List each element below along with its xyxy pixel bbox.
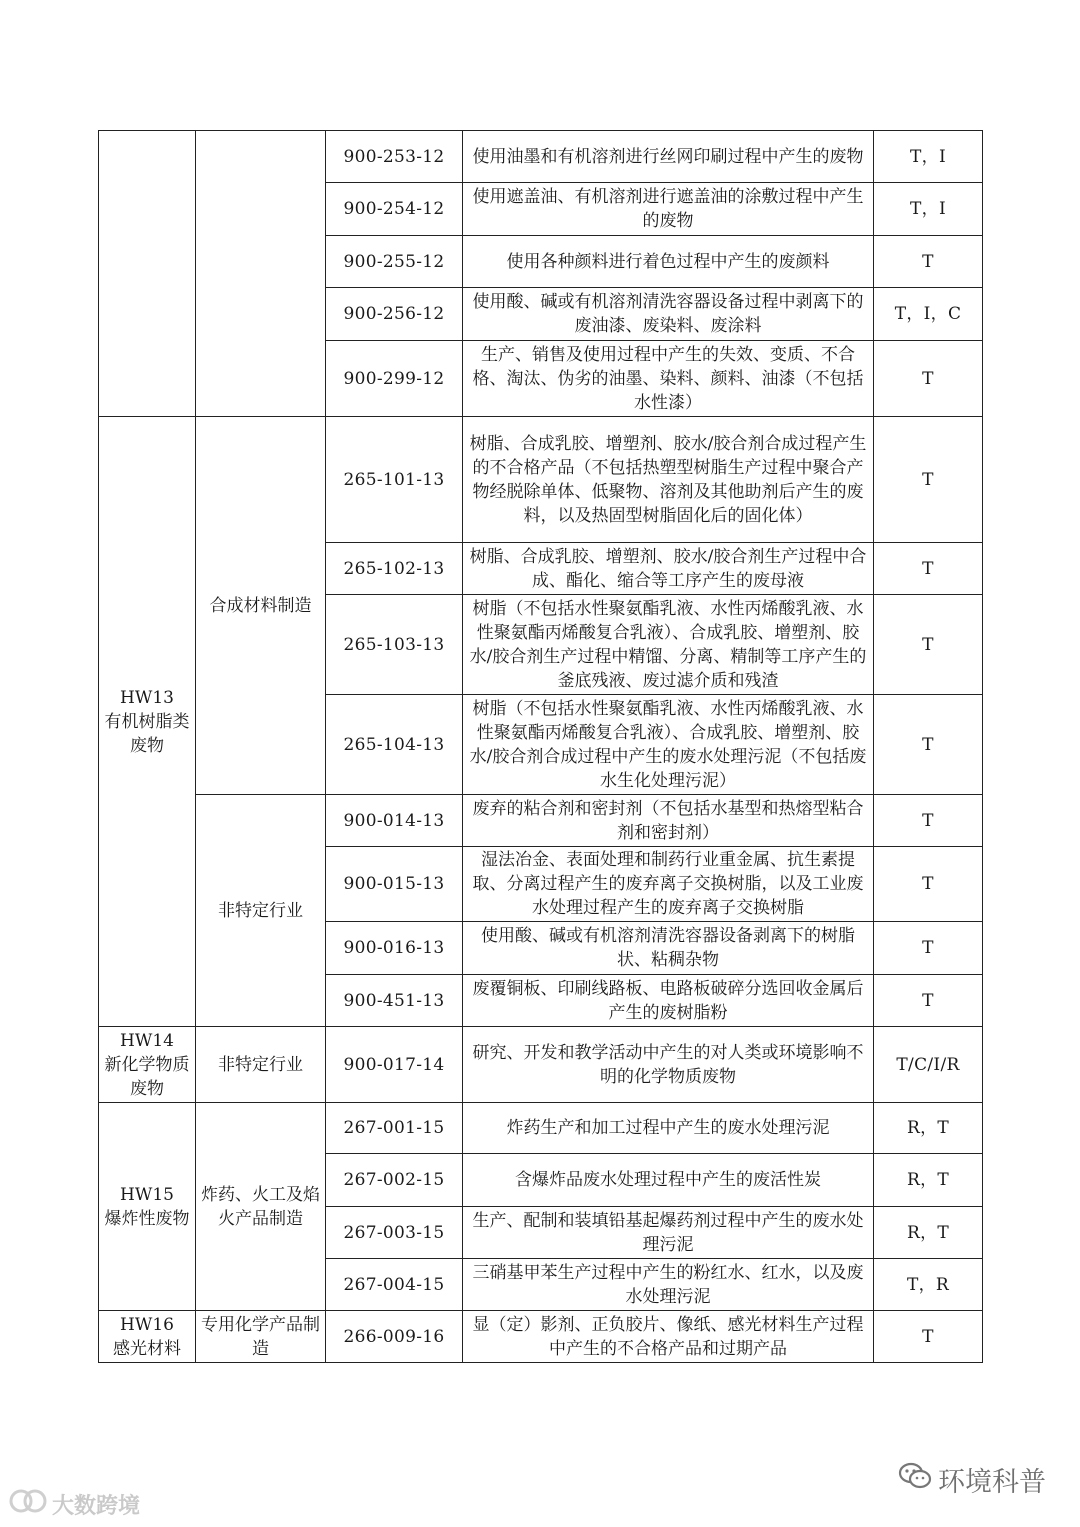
waste-description: 使用酸、碱或有机溶剂清洗容器设备过程中剥离下的废油漆、废染料、废涂料: [463, 288, 874, 341]
hazard-property: T: [874, 1311, 983, 1363]
waste-description: 湿法冶金、表面处理和制药行业重金属、抗生素提取、分离过程产生的废弃离子交换树脂，以及工业废水处理过程产生的废弃离子交换树脂: [463, 847, 874, 922]
waste-code: 267-001-15: [326, 1103, 463, 1154]
watermark-right-text: 环境科普: [938, 1467, 1046, 1498]
hazard-property: T: [874, 543, 983, 595]
industry-cell-continued: [196, 131, 326, 417]
waste-description: 含爆炸品废水处理过程中产生的废活性炭: [463, 1154, 874, 1207]
category-name: 有机树脂类废物: [104, 711, 190, 756]
category-code: HW14: [120, 1030, 174, 1051]
category-name: 爆炸性废物: [104, 1208, 190, 1229]
hazard-property: T，I: [874, 183, 983, 236]
industry-cell: 专用化学产品制造: [196, 1311, 326, 1363]
waste-description: 炸药生产和加工过程中产生的废水处理污泥: [463, 1103, 874, 1154]
waste-code: 900-256-12: [326, 288, 463, 341]
hazard-property: T，R: [874, 1259, 983, 1311]
waste-code: 900-016-13: [326, 922, 463, 975]
waste-description: 使用酸、碱或有机溶剂清洗容器设备剥离下的树脂状、粘稠杂物: [463, 922, 874, 975]
table-row: [99, 795, 983, 847]
waste-code: 900-451-13: [326, 975, 463, 1027]
waste-description: 使用各种颜料进行着色过程中产生的废颜料: [463, 236, 874, 288]
hazard-property: T: [874, 975, 983, 1027]
waste-code: 267-002-15: [326, 1154, 463, 1207]
industry-cell: 非特定行业: [196, 1027, 326, 1103]
hazard-property: T: [874, 417, 983, 543]
waste-code: 900-253-12: [326, 131, 463, 183]
hazard-property: T: [874, 847, 983, 922]
waste-description: 显（定）影剂、正负胶片、像纸、感光材料生产过程中产生的不合格产品和过期产品: [463, 1311, 874, 1363]
waste-code: 265-101-13: [326, 417, 463, 543]
table-row: [99, 1027, 983, 1103]
hazard-property: R，T: [874, 1103, 983, 1154]
waste-description: 废覆铜板、印刷线路板、电路板破碎分选回收金属后产生的废树脂粉: [463, 975, 874, 1027]
category-name: 感光材料: [113, 1338, 181, 1359]
industry-cell: 炸药、火工及焰火产品制造: [196, 1103, 326, 1311]
hazard-property: T: [874, 595, 983, 695]
table-row: [99, 1311, 983, 1363]
table-row: [99, 417, 983, 543]
waste-description: 废弃的粘合剂和密封剂（不包括水基型和热熔型粘合剂和密封剂）: [463, 795, 874, 847]
waste-description: 树脂（不包括水性聚氨酯乳液、水性丙烯酸乳液、水性聚氨酯丙烯酸复合乳液）、合成乳胶、增塑剂、胶水/胶合剂生产过程中精馏、分离、精制等工序产生的釜底残液、废过滤介质和残渣: [463, 595, 874, 695]
waste-code: 265-102-13: [326, 543, 463, 595]
waste-code: 900-255-12: [326, 236, 463, 288]
hazard-property: T: [874, 695, 983, 795]
waste-description: 三硝基甲苯生产过程中产生的粉红水、红水，以及废水处理污泥: [463, 1259, 874, 1311]
waste-code: 900-254-12: [326, 183, 463, 236]
waste-code: 900-299-12: [326, 341, 463, 417]
category-cell-hw12-continued: [99, 131, 196, 417]
logo-icon: [8, 1488, 48, 1520]
hazard-property: R，T: [874, 1154, 983, 1207]
wechat-icon: [898, 1462, 932, 1497]
table-row: [99, 1103, 983, 1154]
waste-code: 900-014-13: [326, 795, 463, 847]
waste-description: 树脂、合成乳胶、增塑剂、胶水/胶合剂生产过程中合成、酯化、缩合等工序产生的废母液: [463, 543, 874, 595]
hazard-property: T，I，C: [874, 288, 983, 341]
category-code: HW15: [120, 1184, 174, 1205]
waste-code: 267-003-15: [326, 1207, 463, 1259]
hazard-property: T: [874, 922, 983, 975]
hazard-property: R，T: [874, 1207, 983, 1259]
industry-cell: 合成材料制造: [196, 417, 326, 795]
waste-code: 265-103-13: [326, 595, 463, 695]
watermark-left: [8, 1488, 140, 1520]
category-code: HW16: [120, 1314, 174, 1335]
waste-description: 使用遮盖油、有机溶剂进行遮盖油的涂敷过程中产生的废物: [463, 183, 874, 236]
category-cell-hw13: [99, 417, 196, 1027]
watermark-left-text: 大数跨境: [52, 1493, 141, 1519]
table-row: [99, 131, 983, 183]
waste-code: 900-017-14: [326, 1027, 463, 1103]
waste-description: 生产、销售及使用过程中产生的失效、变质、不合格、淘汰、伪劣的油墨、染料、颜料、油漆（不包括水性漆）: [463, 341, 874, 417]
waste-code: 266-009-16: [326, 1311, 463, 1363]
hazard-property: T/C/I/R: [874, 1027, 983, 1103]
waste-description: 生产、配制和装填铅基起爆药剂过程中产生的废水处理污泥: [463, 1207, 874, 1259]
category-cell-hw15: [99, 1103, 196, 1311]
waste-code: 267-004-15: [326, 1259, 463, 1311]
industry-cell: 非特定行业: [196, 795, 326, 1027]
hazardous-waste-table: [98, 130, 983, 1363]
category-cell-hw14: [99, 1027, 196, 1103]
waste-description: 研究、开发和教学活动中产生的对人类或环境影响不明的化学物质废物: [463, 1027, 874, 1103]
waste-description: 树脂（不包括水性聚氨酯乳液、水性丙烯酸乳液、水性聚氨酯丙烯酸复合乳液）、合成乳胶、增塑剂、胶水/胶合剂合成过程中产生的废水处理污泥（不包括废水生化处理污泥）: [463, 695, 874, 795]
watermark-right: [898, 1460, 1046, 1499]
hazard-property: T，I: [874, 131, 983, 183]
category-name: 新化学物质废物: [104, 1054, 190, 1099]
waste-description: 使用油墨和有机溶剂进行丝网印刷过程中产生的废物: [463, 131, 874, 183]
waste-code: 900-015-13: [326, 847, 463, 922]
waste-description: 树脂、合成乳胶、增塑剂、胶水/胶合剂合成过程产生的不合格产品（不包括热塑型树脂生产过程中聚合产物经脱除单体、低聚物、溶剂及其他助剂后产生的废料，以及热固型树脂固化后的固化体）: [463, 417, 874, 543]
hazard-property: T: [874, 795, 983, 847]
waste-code: 265-104-13: [326, 695, 463, 795]
hazard-property: T: [874, 341, 983, 417]
hazard-property: T: [874, 236, 983, 288]
category-cell-hw16: [99, 1311, 196, 1363]
category-code: HW13: [120, 687, 174, 708]
